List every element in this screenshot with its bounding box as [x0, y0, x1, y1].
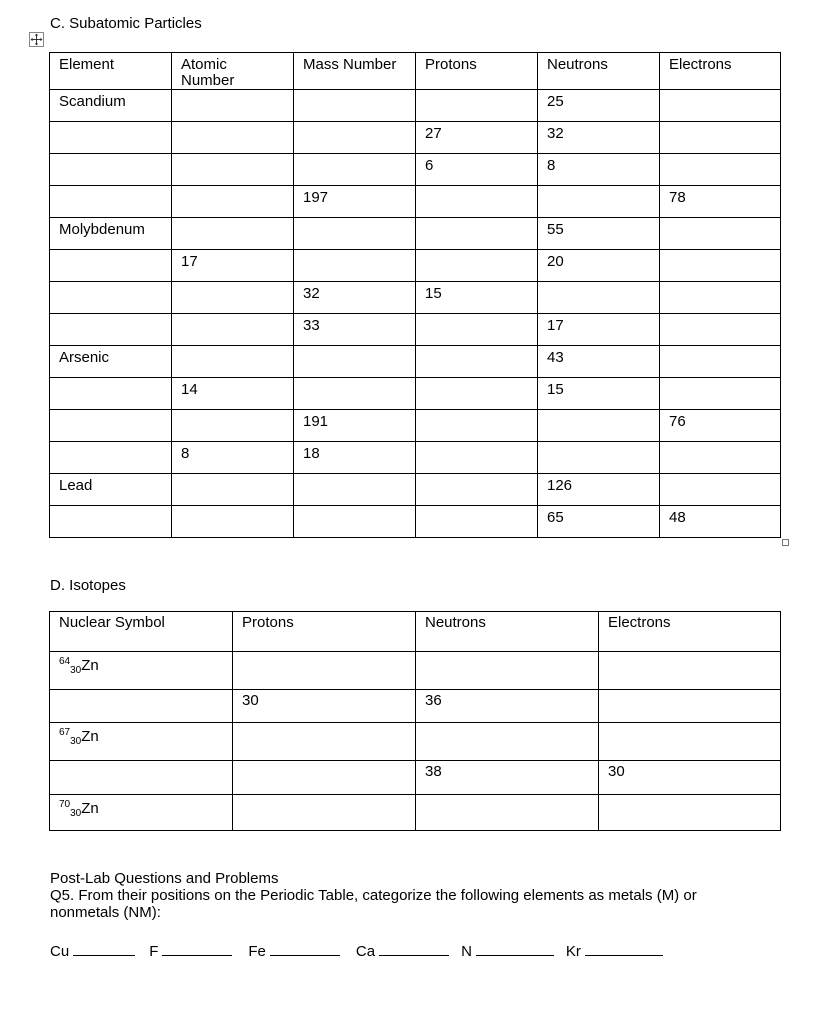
table-cell[interactable]	[172, 314, 294, 346]
table-cell[interactable]	[416, 122, 538, 154]
cell-value	[416, 410, 537, 414]
cell-value	[660, 474, 780, 478]
cell-value	[538, 410, 659, 414]
cell-value	[660, 122, 780, 126]
cell-value	[416, 378, 537, 382]
table-cell[interactable]	[172, 410, 294, 442]
table-row	[50, 410, 781, 442]
table-cell[interactable]	[294, 154, 416, 186]
post-lab-section	[50, 870, 770, 921]
table-row	[50, 761, 781, 795]
table-cell[interactable]	[50, 282, 172, 314]
table-cell[interactable]	[416, 346, 538, 378]
column-header	[50, 53, 172, 90]
table-cell[interactable]	[50, 346, 172, 378]
table-cell[interactable]	[599, 690, 781, 723]
answer-blank[interactable]	[379, 941, 449, 956]
cell-value	[660, 346, 780, 350]
cell-value	[538, 442, 659, 446]
table-cell[interactable]	[416, 761, 599, 795]
cell-value	[50, 154, 171, 158]
table-cell[interactable]	[294, 218, 416, 250]
cell-value	[294, 154, 415, 158]
cell-value	[172, 154, 293, 158]
table-cell[interactable]	[294, 122, 416, 154]
table-cell[interactable]	[416, 154, 538, 186]
table-cell[interactable]	[172, 250, 294, 282]
cell-value	[172, 410, 293, 414]
cell-value	[233, 652, 415, 655]
column-header-label: Mass Number	[303, 56, 397, 73]
cell-value: Molybdenum	[59, 221, 145, 238]
table-cell[interactable]	[660, 250, 781, 282]
cell-value: 17	[547, 317, 564, 334]
table-cell[interactable]	[50, 795, 233, 831]
table-cell[interactable]	[172, 186, 294, 218]
cell-value	[599, 723, 780, 726]
q5-text: Q5. From their positions on the Periodic Table, categorize the following elements as metals (M) or nonmetals (NM):	[50, 887, 697, 921]
table-cell[interactable]	[660, 122, 781, 154]
element-label: Kr	[565, 943, 581, 960]
cell-value	[50, 442, 171, 446]
cell-value	[50, 378, 171, 382]
table-cell[interactable]	[294, 314, 416, 346]
cell-value	[416, 250, 537, 254]
element-label: Ca	[355, 943, 376, 960]
cell-value	[172, 186, 293, 190]
cell-value	[50, 186, 171, 190]
table-row	[50, 218, 781, 250]
table-cell[interactable]	[50, 218, 172, 250]
answer-item	[248, 941, 340, 960]
table-cell[interactable]	[172, 442, 294, 474]
table-cell[interactable]	[50, 442, 172, 474]
column-header-label: Protons	[425, 56, 477, 73]
table-cell[interactable]	[233, 761, 416, 795]
mass-number: 70	[59, 799, 71, 810]
cell-value: 48	[669, 509, 686, 526]
table-cell[interactable]	[172, 154, 294, 186]
cell-value	[50, 314, 171, 318]
table-cell[interactable]	[538, 122, 660, 154]
table-cell[interactable]	[172, 346, 294, 378]
table-cell[interactable]	[538, 250, 660, 282]
table-cell[interactable]	[538, 346, 660, 378]
element-label: N	[461, 943, 472, 960]
table-cell[interactable]	[538, 410, 660, 442]
column-header-label: Electrons	[608, 614, 671, 631]
table-cell[interactable]	[50, 652, 233, 690]
table-row	[50, 506, 781, 538]
table-cell[interactable]	[538, 314, 660, 346]
cell-value	[172, 218, 293, 222]
atomic-number: 30	[70, 736, 82, 747]
table-cell[interactable]	[416, 442, 538, 474]
cell-value: 20	[547, 253, 564, 270]
cell-value: 30	[242, 692, 259, 709]
table-cell[interactable]	[599, 723, 781, 761]
cell-value: 27	[425, 125, 442, 142]
table-header-row	[50, 53, 781, 90]
answer-item	[356, 941, 449, 960]
answer-blank[interactable]	[162, 941, 232, 956]
column-header-label: Element	[59, 56, 115, 73]
table-cell[interactable]	[172, 506, 294, 538]
table-row	[50, 122, 781, 154]
cell-value	[660, 154, 780, 158]
table-cell[interactable]	[660, 410, 781, 442]
cell-value	[294, 506, 415, 510]
cell-value	[416, 442, 537, 446]
table-cell[interactable]	[416, 314, 538, 346]
table-cell[interactable]	[233, 690, 416, 723]
table-cell[interactable]	[416, 723, 599, 761]
cell-value	[416, 90, 537, 94]
table-cell[interactable]	[660, 314, 781, 346]
cell-value	[172, 90, 293, 94]
table-cell[interactable]	[538, 154, 660, 186]
table-cell[interactable]	[599, 761, 781, 795]
table-cell[interactable]	[660, 442, 781, 474]
column-header	[599, 612, 781, 652]
table-cell[interactable]	[50, 154, 172, 186]
cell-value: 65	[547, 509, 564, 526]
table-row	[50, 474, 781, 506]
cell-value	[660, 218, 780, 222]
table-cell[interactable]	[660, 346, 781, 378]
table-cell[interactable]	[294, 186, 416, 218]
cell-value	[172, 314, 293, 318]
cell-value: 76	[669, 413, 686, 430]
metal-nonmetal-answers	[50, 941, 770, 960]
table-cell[interactable]	[233, 723, 416, 761]
table-move-handle-icon[interactable]	[29, 32, 44, 47]
isotopes-table	[49, 611, 781, 831]
column-header	[294, 53, 416, 90]
table-cell[interactable]	[538, 378, 660, 410]
cell-value: Lead	[59, 477, 93, 494]
cell-value: 78	[669, 189, 686, 206]
answer-blank[interactable]	[585, 941, 663, 956]
table-cell[interactable]	[172, 218, 294, 250]
cell-value: 30	[608, 763, 625, 780]
cell-value: 8	[181, 445, 190, 462]
column-header	[50, 612, 233, 652]
answer-item	[50, 941, 135, 960]
post-lab-heading: Post-Lab Questions and Problems	[50, 870, 279, 887]
element-symbol: Zn	[81, 728, 99, 745]
table-row	[50, 378, 781, 410]
table-cell[interactable]	[538, 186, 660, 218]
cell-value: 197	[303, 189, 329, 206]
cell-value: 32	[303, 285, 320, 302]
table-cell[interactable]	[416, 690, 599, 723]
table-cell[interactable]	[660, 186, 781, 218]
cell-value	[538, 282, 659, 286]
nuclear-symbol	[50, 652, 232, 679]
nuclear-symbol	[50, 795, 232, 822]
mass-number: 64	[59, 656, 71, 667]
table-cell[interactable]	[416, 474, 538, 506]
table-cell[interactable]	[294, 346, 416, 378]
element-label: Cu	[50, 943, 70, 960]
table-cell[interactable]	[660, 378, 781, 410]
table-cell[interactable]	[50, 122, 172, 154]
cell-value: Scandium	[59, 93, 126, 110]
column-header-label: Nuclear Symbol	[59, 614, 165, 631]
cell-value	[172, 506, 293, 510]
cell-value	[416, 506, 537, 510]
table-cell[interactable]	[50, 761, 233, 795]
cell-value	[599, 690, 780, 693]
table-header-row	[50, 612, 781, 652]
table-cell[interactable]	[660, 474, 781, 506]
table-cell[interactable]	[660, 506, 781, 538]
cell-value: 6	[425, 157, 434, 174]
table-cell[interactable]	[294, 474, 416, 506]
table-cell[interactable]	[294, 410, 416, 442]
table-cell[interactable]	[416, 795, 599, 831]
cell-value	[233, 795, 415, 798]
table-row	[50, 186, 781, 218]
element-symbol: Zn	[81, 657, 99, 674]
cell-value: Arsenic	[59, 349, 110, 366]
table-cell[interactable]	[538, 282, 660, 314]
cell-value	[416, 218, 537, 222]
element-label: F	[149, 943, 159, 960]
table-row	[50, 282, 781, 314]
table-cell[interactable]	[50, 250, 172, 282]
table-cell[interactable]	[416, 506, 538, 538]
cell-value: 33	[303, 317, 320, 334]
cell-value	[599, 652, 780, 655]
table-cell[interactable]	[660, 282, 781, 314]
table-cell[interactable]	[50, 90, 172, 122]
answer-blank[interactable]	[73, 941, 135, 956]
cell-value	[660, 250, 780, 254]
table-cell[interactable]	[50, 690, 233, 723]
cell-value: 15	[425, 285, 442, 302]
subatomic-particles-table	[49, 52, 781, 538]
table-cell[interactable]	[294, 378, 416, 410]
cell-value	[50, 122, 171, 126]
table-cell[interactable]	[172, 122, 294, 154]
answer-item	[461, 941, 554, 960]
atomic-number: 30	[70, 665, 82, 676]
table-row	[50, 652, 781, 690]
atomic-number: 30	[70, 808, 82, 819]
column-header-label: Neutrons	[547, 56, 608, 73]
table-cell[interactable]	[660, 154, 781, 186]
table-row	[50, 314, 781, 346]
table-cell[interactable]	[538, 506, 660, 538]
cell-value	[233, 723, 415, 726]
cell-value	[416, 186, 537, 190]
table-cell[interactable]	[660, 90, 781, 122]
cell-value	[416, 652, 598, 655]
cell-value	[660, 314, 780, 318]
section-d-title: D. Isotopes	[50, 577, 126, 594]
section-c-title: C. Subatomic Particles	[50, 15, 202, 32]
table-cell[interactable]	[416, 410, 538, 442]
cell-value	[294, 378, 415, 382]
cell-value	[172, 122, 293, 126]
cell-value	[50, 410, 171, 414]
cell-value	[416, 474, 537, 478]
cell-value	[660, 378, 780, 382]
answer-blank[interactable]	[476, 941, 554, 956]
answer-item	[566, 941, 663, 960]
cell-value	[172, 282, 293, 286]
table-row	[50, 723, 781, 761]
column-header-label: Neutrons	[425, 614, 486, 631]
table-row	[50, 442, 781, 474]
cell-value	[50, 282, 171, 286]
cell-value: 43	[547, 349, 564, 366]
mass-number: 67	[59, 727, 71, 738]
table-cell[interactable]	[50, 410, 172, 442]
table-row	[50, 795, 781, 831]
column-header	[233, 612, 416, 652]
table-cell[interactable]	[538, 218, 660, 250]
table-row	[50, 250, 781, 282]
cell-value	[416, 795, 598, 798]
cell-value	[172, 346, 293, 350]
table-cell[interactable]	[172, 474, 294, 506]
table-cell[interactable]	[172, 282, 294, 314]
column-header	[660, 53, 781, 90]
cell-value: 38	[425, 763, 442, 780]
table-cell[interactable]	[50, 723, 233, 761]
cell-value	[294, 474, 415, 478]
element-label: Fe	[248, 943, 266, 960]
cell-value	[50, 506, 171, 510]
table-cell[interactable]	[50, 474, 172, 506]
cell-value	[294, 122, 415, 126]
table-row	[50, 90, 781, 122]
cell-value: 32	[547, 125, 564, 142]
answer-blank[interactable]	[270, 941, 340, 956]
table-cell[interactable]	[50, 506, 172, 538]
table-cell[interactable]	[172, 90, 294, 122]
cell-value: 14	[181, 381, 198, 398]
cell-value	[50, 250, 171, 254]
table-cell[interactable]	[416, 282, 538, 314]
cell-value	[416, 723, 598, 726]
table-cell[interactable]	[50, 378, 172, 410]
cell-value	[172, 474, 293, 478]
column-header	[172, 53, 294, 90]
table-cell[interactable]	[294, 250, 416, 282]
cell-value	[538, 186, 659, 190]
column-header-label: Protons	[242, 614, 294, 631]
column-header-label: Electrons	[669, 56, 732, 73]
cell-value: 18	[303, 445, 320, 462]
table-cell[interactable]	[416, 250, 538, 282]
table-cell[interactable]	[416, 186, 538, 218]
cell-value	[294, 218, 415, 222]
table-resize-handle-icon[interactable]	[782, 539, 789, 546]
table-cell[interactable]	[50, 186, 172, 218]
table-cell[interactable]	[599, 795, 781, 831]
table-cell[interactable]	[233, 652, 416, 690]
table-cell[interactable]	[294, 90, 416, 122]
table-cell[interactable]	[660, 218, 781, 250]
table-cell[interactable]	[538, 474, 660, 506]
cell-value	[233, 761, 415, 764]
table-cell[interactable]	[416, 652, 599, 690]
table-cell[interactable]	[50, 314, 172, 346]
table-row	[50, 346, 781, 378]
cell-value	[416, 346, 537, 350]
cell-value: 55	[547, 221, 564, 238]
nuclear-symbol	[50, 723, 232, 750]
cell-value	[660, 442, 780, 446]
column-header	[538, 53, 660, 90]
table-cell[interactable]	[294, 442, 416, 474]
table-cell[interactable]	[599, 652, 781, 690]
table-row	[50, 690, 781, 723]
cell-value: 15	[547, 381, 564, 398]
table-cell[interactable]	[233, 795, 416, 831]
cell-value	[294, 250, 415, 254]
cell-value	[660, 282, 780, 286]
table-cell[interactable]	[172, 378, 294, 410]
table-cell[interactable]	[538, 442, 660, 474]
cell-value: 36	[425, 692, 442, 709]
cell-value	[294, 346, 415, 350]
cell-value: 17	[181, 253, 198, 270]
column-header	[416, 53, 538, 90]
cell-value	[660, 90, 780, 94]
table-row	[50, 154, 781, 186]
cell-value	[416, 314, 537, 318]
cell-value	[294, 90, 415, 94]
table-cell[interactable]	[416, 218, 538, 250]
table-cell[interactable]	[538, 90, 660, 122]
table-cell[interactable]	[416, 378, 538, 410]
cell-value: 25	[547, 93, 564, 110]
table-cell[interactable]	[294, 506, 416, 538]
cell-value	[599, 795, 780, 798]
table-cell[interactable]	[294, 282, 416, 314]
cell-value: 126	[547, 477, 573, 494]
cell-value: 191	[303, 413, 329, 430]
cell-value: 8	[547, 157, 556, 174]
answer-item	[149, 941, 232, 960]
table-cell[interactable]	[416, 90, 538, 122]
element-symbol: Zn	[81, 800, 99, 817]
column-header-label: Atomic Number	[181, 56, 235, 89]
column-header	[416, 612, 599, 652]
